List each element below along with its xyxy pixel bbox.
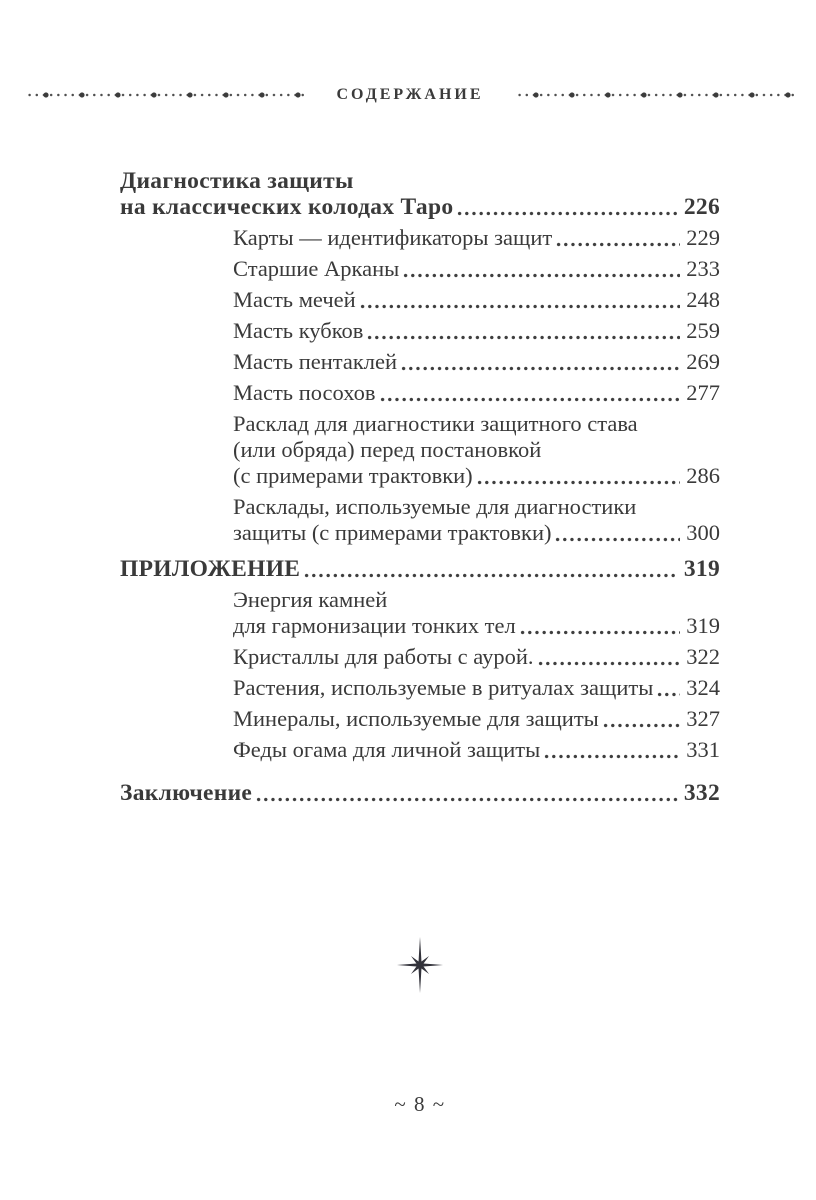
dot-leader — [555, 242, 680, 247]
dot-leader — [379, 397, 681, 402]
toc-entry — [120, 380, 720, 406]
dotted-ornament-right — [516, 91, 794, 99]
toc-entry — [120, 675, 720, 701]
toc-entry-label: Масть мечей — [233, 287, 356, 312]
toc-entry — [120, 706, 720, 732]
toc-entry — [120, 168, 720, 220]
dot-leader — [402, 273, 680, 278]
dot-leader — [476, 480, 681, 485]
toc-entry-label: Феды огама для личной защиты — [233, 737, 541, 762]
dot-leader — [519, 630, 681, 635]
dot-leader — [537, 661, 681, 666]
toc-entry-row — [233, 520, 720, 546]
toc-entry-label: Карты — идентификаторы защит — [233, 225, 553, 250]
toc-entry-row — [233, 463, 720, 489]
toc-page-number: 277 — [686, 380, 720, 405]
toc-entry-row — [233, 287, 720, 313]
toc-entry-label: Минералы, используемые для защиты — [233, 706, 599, 731]
toc-entry — [120, 494, 720, 546]
toc-entry-label-line: Энергия камней — [233, 587, 388, 612]
toc-page-number: 319 — [683, 556, 720, 582]
toc-entry-row — [233, 737, 720, 763]
toc-entry-row — [233, 256, 720, 282]
toc-entry — [120, 556, 720, 582]
toc-entry-row — [120, 780, 720, 806]
toc-entry-label: на классических колодах Таро — [120, 194, 454, 220]
dot-leader — [543, 754, 680, 759]
page-footer — [120, 1092, 720, 1117]
toc-entry-row — [120, 556, 720, 582]
toc-entry-label: (с примерами трактовки) — [233, 463, 473, 488]
toc-entry-label: Масть пентаклей — [233, 349, 398, 374]
toc-entry — [120, 780, 720, 806]
toc-page-number: 233 — [686, 256, 720, 281]
toc-page-number: 327 — [686, 706, 720, 731]
toc-entry-label: Старшие Арканы — [233, 256, 400, 281]
eight-pointed-star-icon — [391, 934, 449, 996]
toc-entry-label: Растения, используемые в ритуалах защиты — [233, 675, 654, 700]
toc-entry-row — [233, 613, 720, 639]
toc-page-number: 286 — [686, 463, 720, 488]
toc-page-number: 319 — [686, 613, 720, 638]
toc-page-number: 332 — [683, 780, 720, 806]
dot-leader — [303, 573, 678, 578]
page-number: ~ 8 ~ — [394, 1092, 446, 1116]
toc-page-number: 269 — [686, 349, 720, 374]
dot-leader — [456, 211, 677, 216]
toc-entry-label-line: (или обряда) перед постановкой — [233, 437, 542, 462]
toc-entry-label: Кристаллы для работы с аурой. — [233, 644, 534, 669]
toc-entry-label: ПРИЛОЖЕНИЕ — [120, 556, 301, 582]
toc-page-number: 226 — [683, 194, 720, 220]
toc-entry-row — [233, 318, 720, 344]
toc-entry-label-line: Диагностика защиты — [120, 168, 354, 194]
dot-leader — [602, 723, 680, 728]
page-title: СОДЕРЖАНИЕ — [336, 86, 484, 103]
toc-entry — [120, 411, 720, 489]
toc-page-number: 322 — [686, 644, 720, 669]
toc-entry — [120, 256, 720, 282]
toc-entry-row — [233, 380, 720, 406]
toc-entry-label-line: Расклады, используемые для диагностики — [233, 494, 637, 519]
toc-entry — [120, 287, 720, 313]
toc-entry-row — [233, 675, 720, 701]
dotted-ornament-left — [26, 91, 304, 99]
toc-entry — [120, 737, 720, 763]
toc-entry-label: для гармонизации тонких тел — [233, 613, 516, 638]
toc-entry-row — [120, 194, 720, 220]
toc-entry-row — [233, 706, 720, 732]
toc-page-number: 331 — [686, 737, 720, 762]
star-ornament — [120, 934, 720, 996]
toc-entry — [120, 349, 720, 375]
toc-entry-row — [233, 225, 720, 251]
dot-leader — [554, 537, 680, 542]
toc-entry — [120, 587, 720, 639]
toc-entry-label-line: Расклад для диагностики защитного става — [233, 411, 638, 436]
toc-entry — [120, 318, 720, 344]
dot-leader — [255, 797, 678, 802]
dot-leader — [359, 304, 681, 309]
toc-entry — [120, 225, 720, 251]
dot-leader — [656, 692, 680, 697]
toc-entry-label: Масть кубков — [233, 318, 364, 343]
toc-page-number: 324 — [686, 675, 720, 700]
toc-entry-row — [233, 349, 720, 375]
toc-page-number: 300 — [686, 520, 720, 545]
toc-entry-row — [233, 644, 720, 670]
toc-page-number: 259 — [686, 318, 720, 343]
toc-entry-label: Заключение — [120, 780, 253, 806]
toc-page-number: 229 — [686, 225, 720, 250]
toc-page-number: 248 — [686, 287, 720, 312]
toc-entry-label: Масть посохов — [233, 380, 376, 405]
toc-entry-label: защиты (с примерами трактовки) — [233, 520, 552, 545]
contents-header — [0, 0, 816, 104]
dot-leader — [400, 366, 680, 371]
toc-entry — [120, 644, 720, 670]
table-of-contents — [120, 168, 720, 806]
dot-leader — [366, 335, 680, 340]
